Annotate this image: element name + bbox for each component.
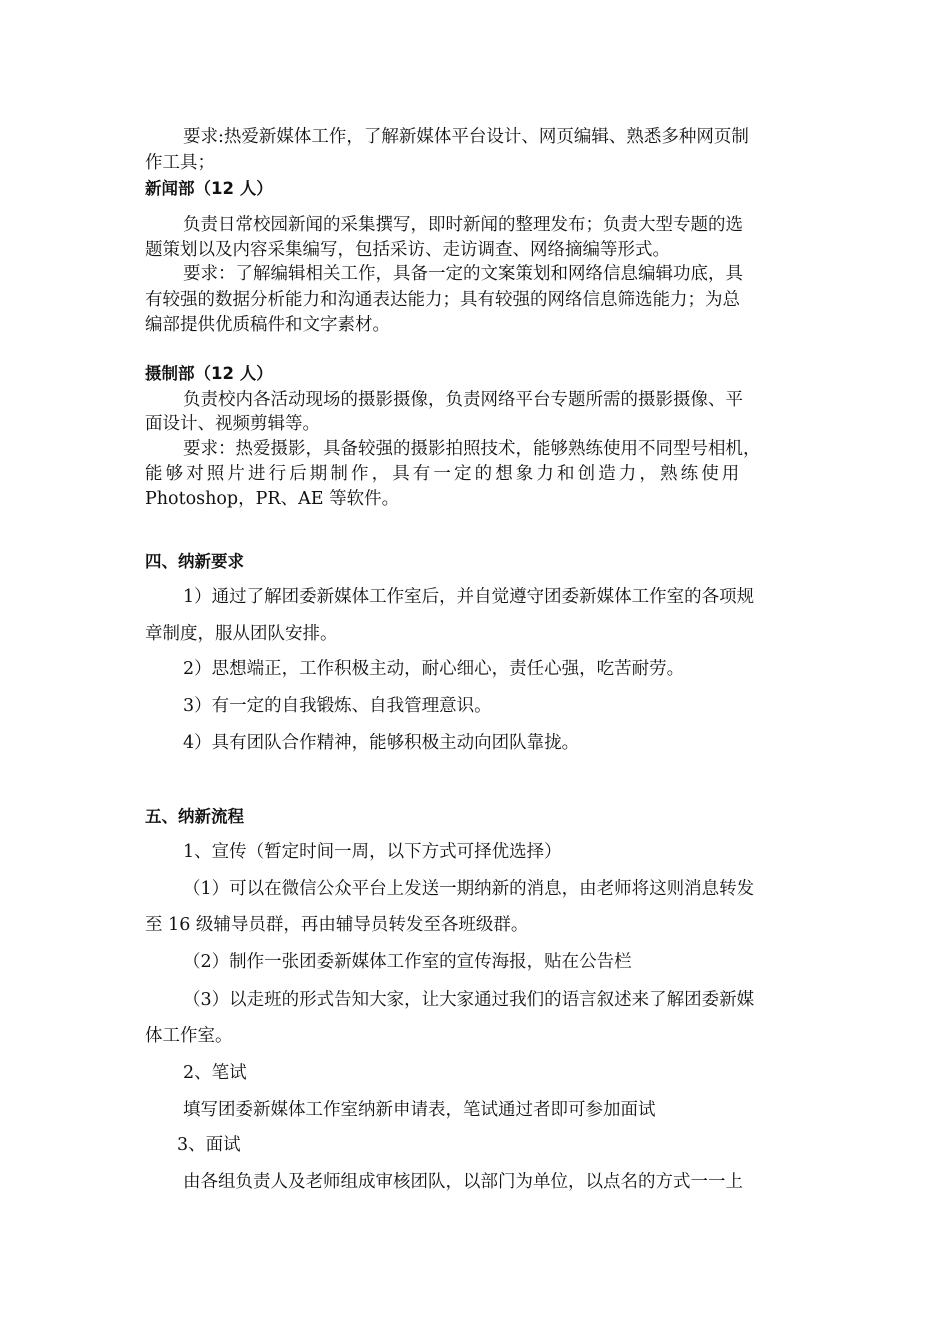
- news-duty-line-2: 题策划以及内容采集编写，包括采访、走访调查、网络摘编等形式。: [145, 240, 670, 260]
- written-test-description: 填写团委新媒体工作室纳新申请表，笔试通过者即可参加面试: [183, 1100, 656, 1120]
- section-5-heading: 五、纳新流程: [145, 807, 244, 826]
- recruit-requirement-4: 4）具有团队合作精神，能够积极主动向团队靠拢。: [183, 733, 580, 753]
- photo-duty-line-2: 面设计、视频剪辑等。: [145, 414, 320, 434]
- interview-description: 由各组负责人及老师组成审核团队，以部门为单位，以点名的方式一一上: [183, 1172, 743, 1192]
- photo-department-heading: 摄制部（12 人）: [145, 364, 273, 383]
- publicity-option-1-line-2: 至 16 级辅导员群，再由辅导员转发至各班级群。: [145, 915, 529, 935]
- news-department-heading: 新闻部（12 人）: [145, 179, 273, 198]
- process-step-3-interview: 3、面试: [177, 1135, 241, 1155]
- news-requirement-line-1: 要求：了解编辑相关工作，具备一定的文案策划和网络信息编辑功底，具: [183, 264, 743, 284]
- newmedia-requirement-line-1: 要求:热爱新媒体工作，了解新媒体平台设计、网页编辑、熟悉多种网页制: [183, 127, 749, 147]
- publicity-option-2: （2）制作一张团委新媒体工作室的宣传海报，贴在公告栏: [183, 952, 632, 972]
- news-requirement-line-3: 编部提供优质稿件和文字素材。: [145, 315, 390, 335]
- publicity-option-1-line-1: （1）可以在微信公众平台上发送一期纳新的消息，由老师将这则消息转发: [183, 879, 755, 899]
- newmedia-requirement-line-2: 作工具；: [145, 153, 215, 173]
- recruit-requirement-1-line-1: 1）通过了解团委新媒体工作室后，并自觉遵守团委新媒体工作室的各项规: [183, 587, 755, 607]
- photo-requirement-line-3: Photoshop，PR、AE 等软件。: [145, 489, 400, 509]
- photo-requirement-line-2: 能够对照片进行后期制作，具有一定的想象力和创造力，熟练使用: [145, 464, 743, 484]
- section-4-heading: 四、纳新要求: [145, 552, 244, 571]
- recruit-requirement-1-line-2: 章制度，服从团队安排。: [145, 624, 338, 644]
- publicity-option-3-line-2: 体工作室。: [145, 1026, 233, 1046]
- news-requirement-line-2: 有较强的数据分析能力和沟通表达能力；具有较强的网络信息筛选能力；为总: [145, 290, 740, 310]
- photo-requirement-line-1: 要求：热爱摄影，具备较强的摄影拍照技术，能够熟练使用不同型号相机，: [183, 439, 761, 459]
- publicity-option-3-line-1: （3）以走班的形式告知大家，让大家通过我们的语言叙述来了解团委新媒: [183, 990, 755, 1010]
- photo-duty-line-1: 负责校内各活动现场的摄影摄像，负责网络平台专题所需的摄影摄像、平: [183, 390, 743, 410]
- process-step-2-written-test: 2、笔试: [183, 1063, 247, 1083]
- recruit-requirement-2: 2）思想端正，工作积极主动，耐心细心，责任心强，吃苦耐劳。: [183, 659, 685, 679]
- news-duty-line-1: 负责日常校园新闻的采集撰写，即时新闻的整理发布；负责大型专题的选: [183, 215, 743, 235]
- recruit-requirement-3: 3）有一定的自我锻炼、自我管理意识。: [183, 696, 492, 716]
- process-step-1-publicity: 1、宣传（暂定时间一周，以下方式可择优选择）: [183, 842, 562, 862]
